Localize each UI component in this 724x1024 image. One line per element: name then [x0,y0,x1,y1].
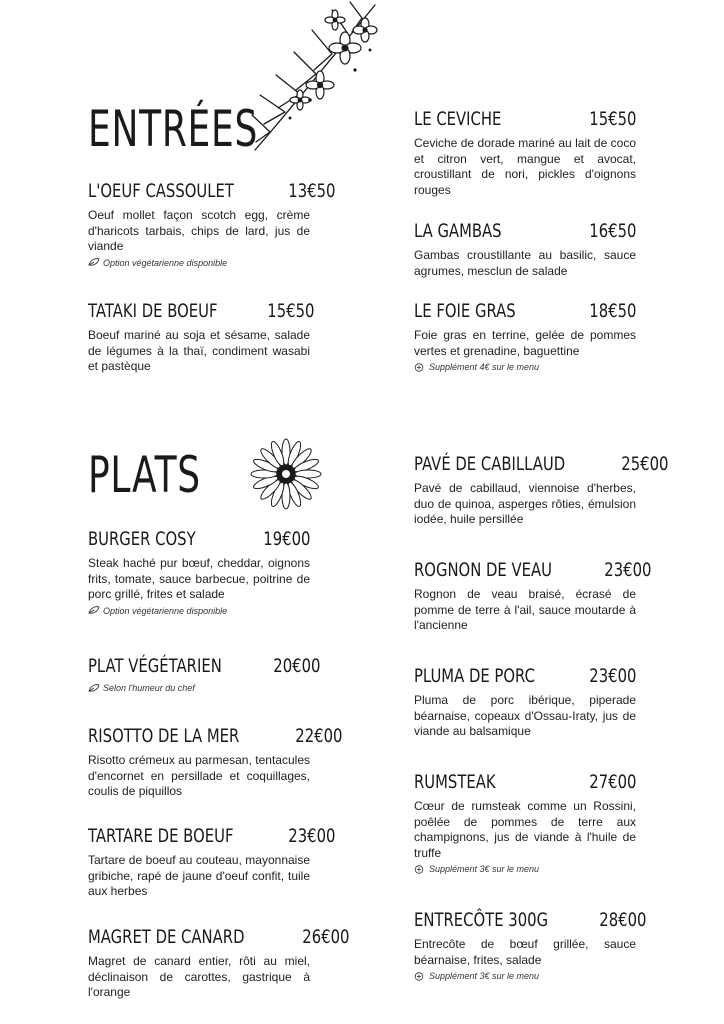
item-price: 16€50 [588,220,636,242]
menu-item-rognon-de-veau [414,559,652,634]
menu-item-oeuf-cassoulet [88,180,336,268]
item-name: LE CEVICHE [414,108,502,130]
item-price: 18€50 [588,300,636,322]
menu-item-la-gambas [414,220,636,279]
item-description: Steak haché pur bœuf, cheddar, oignons frits, tomate, sauce barbecue, poitrine de porc grillé, frites et salade [88,556,310,601]
item-note-text: Selon l'humeur du chef [103,683,195,693]
item-price: 23€00 [588,665,636,687]
item-name: L'OEUF CASSOULET [88,180,234,202]
item-name: RISOTTO DE LA MER [88,725,240,747]
item-description: Pavé de cabillaud, viennoise d'herbes, duo de quinoa, asperges rôties, émulsion iodée, huile persillée [414,481,636,526]
menu-item-risotto-de-la-mer [88,725,343,800]
item-name: MAGRET DE CANARD [88,926,245,948]
item-description: Oeuf mollet façon scotch egg, crème d'haricots tarbais, chips de lard, jus de viande [88,208,310,253]
menu-item-magret-de-canard [88,926,350,1001]
item-description: Boeuf mariné au soja et sésame, salade de légumes à la thaï, condiment wasabi et pastèque [88,328,310,373]
item-price: 22€00 [295,725,343,747]
section-title-plats: PLATS [88,446,201,504]
item-price: 27€00 [588,771,636,793]
item-name: LA GAMBAS [414,220,502,242]
menu-item-burger-cosy [88,528,310,616]
item-name: LE FOIE GRAS [414,300,516,322]
item-name: PLAT VÉGÉTARIEN [88,655,222,677]
item-price: 20€00 [272,655,320,677]
item-description: Ceviche de dorade mariné au lait de coco et citron vert, mangue et avocat, croustillant de nori, pickles d'oignons rouges [414,136,636,197]
daisy-icon [250,438,322,510]
item-name: TARTARE DE BOEUF [88,825,234,847]
item-name: TATAKI DE BOEUF [88,300,218,322]
item-description: Cœur de rumsteak comme un Rossini, poêlée de pommes de terre aux champignons, jus de viande à l'huile de truffe [414,799,636,860]
item-description: Magret de canard entier, rôti au miel, déclinaison de carottes, gastrique à l'orange [88,954,310,999]
item-name: PLUMA DE PORC [414,665,535,687]
leaf-icon [88,684,100,693]
menu-item-tataki-de-boeuf [88,300,315,375]
item-note [88,683,310,693]
item-price: 19€00 [262,528,310,550]
item-note-text: Supplément 3€ sur le menu [429,971,540,981]
item-description: Rognon de veau braisé, écrasé de pomme de terre à l'ail, sauce moutarde à l'ancienne [414,587,636,632]
item-name: ROGNON DE VEAU [414,559,552,581]
item-note [88,606,310,616]
item-name: ENTRECÔTE 300G [414,909,549,931]
leaf-icon [88,258,100,267]
item-price: 23€00 [287,825,335,847]
menu-item-pave-de-cabillaud [414,453,669,528]
menu-item-le-ceviche [414,108,636,198]
flower-branch-icon [250,0,390,160]
item-note-text: Option végétarienne disponible [103,257,228,268]
item-note [88,258,310,268]
menu-item-pluma-de-porc [414,665,636,740]
item-price: 13€50 [288,180,336,202]
item-price: 25€00 [621,453,669,475]
plus-circle-icon [414,363,426,372]
menu-item-tartare-de-boeuf [88,825,335,900]
item-price: 23€00 [604,559,652,581]
item-description: Tartare de boeuf au couteau, mayonnaise gribiche, rapé de jaune d'oeuf confit, tuile aux herbes [88,853,310,898]
item-name: BURGER COSY [88,528,196,550]
menu-item-plat-vegetarien [88,655,320,693]
item-description: Foie gras en terrine, gelée de pommes vertes et grenadine, baguettine [414,328,636,358]
item-price: 15€50 [267,300,315,322]
menu-item-rumsteak [414,771,636,874]
menu-item-entrecote-300g [414,909,647,981]
item-description: Risotto crémeux au parmesan, tentacules d'encornet en persillade et coquillages, coulis de piquillos [88,753,310,798]
item-price: 26€00 [301,926,350,948]
plus-circle-icon [414,865,426,874]
item-description: Gambas croustillante au basilic, sauce agrumes, mesclun de salade [414,248,636,278]
plus-circle-icon [414,972,426,981]
item-price: 28€00 [599,909,647,931]
item-note-text: Supplément 4€ sur le menu [429,362,540,372]
section-title-entrees: ENTRÉES [88,100,259,158]
item-description: Pluma de porc ibérique, piperade béarnaise, copeaux d'Ossau-Iraty, jus de viande au balsamique [414,693,636,738]
item-name: PAVÉ DE CABILLAUD [414,453,566,475]
item-note [414,362,636,372]
item-note-text: Option végétarienne disponible [103,605,228,616]
item-description: Entrecôte de bœuf grillée, sauce béarnaise, frites, salade [414,937,636,967]
leaf-icon [88,606,100,615]
menu-item-le-foie-gras [414,300,636,372]
item-note-text: Supplément 3€ sur le menu [429,864,540,874]
item-note [414,971,636,981]
item-price: 15€50 [588,108,636,130]
item-name: RUMSTEAK [414,771,496,793]
item-note [414,864,636,874]
